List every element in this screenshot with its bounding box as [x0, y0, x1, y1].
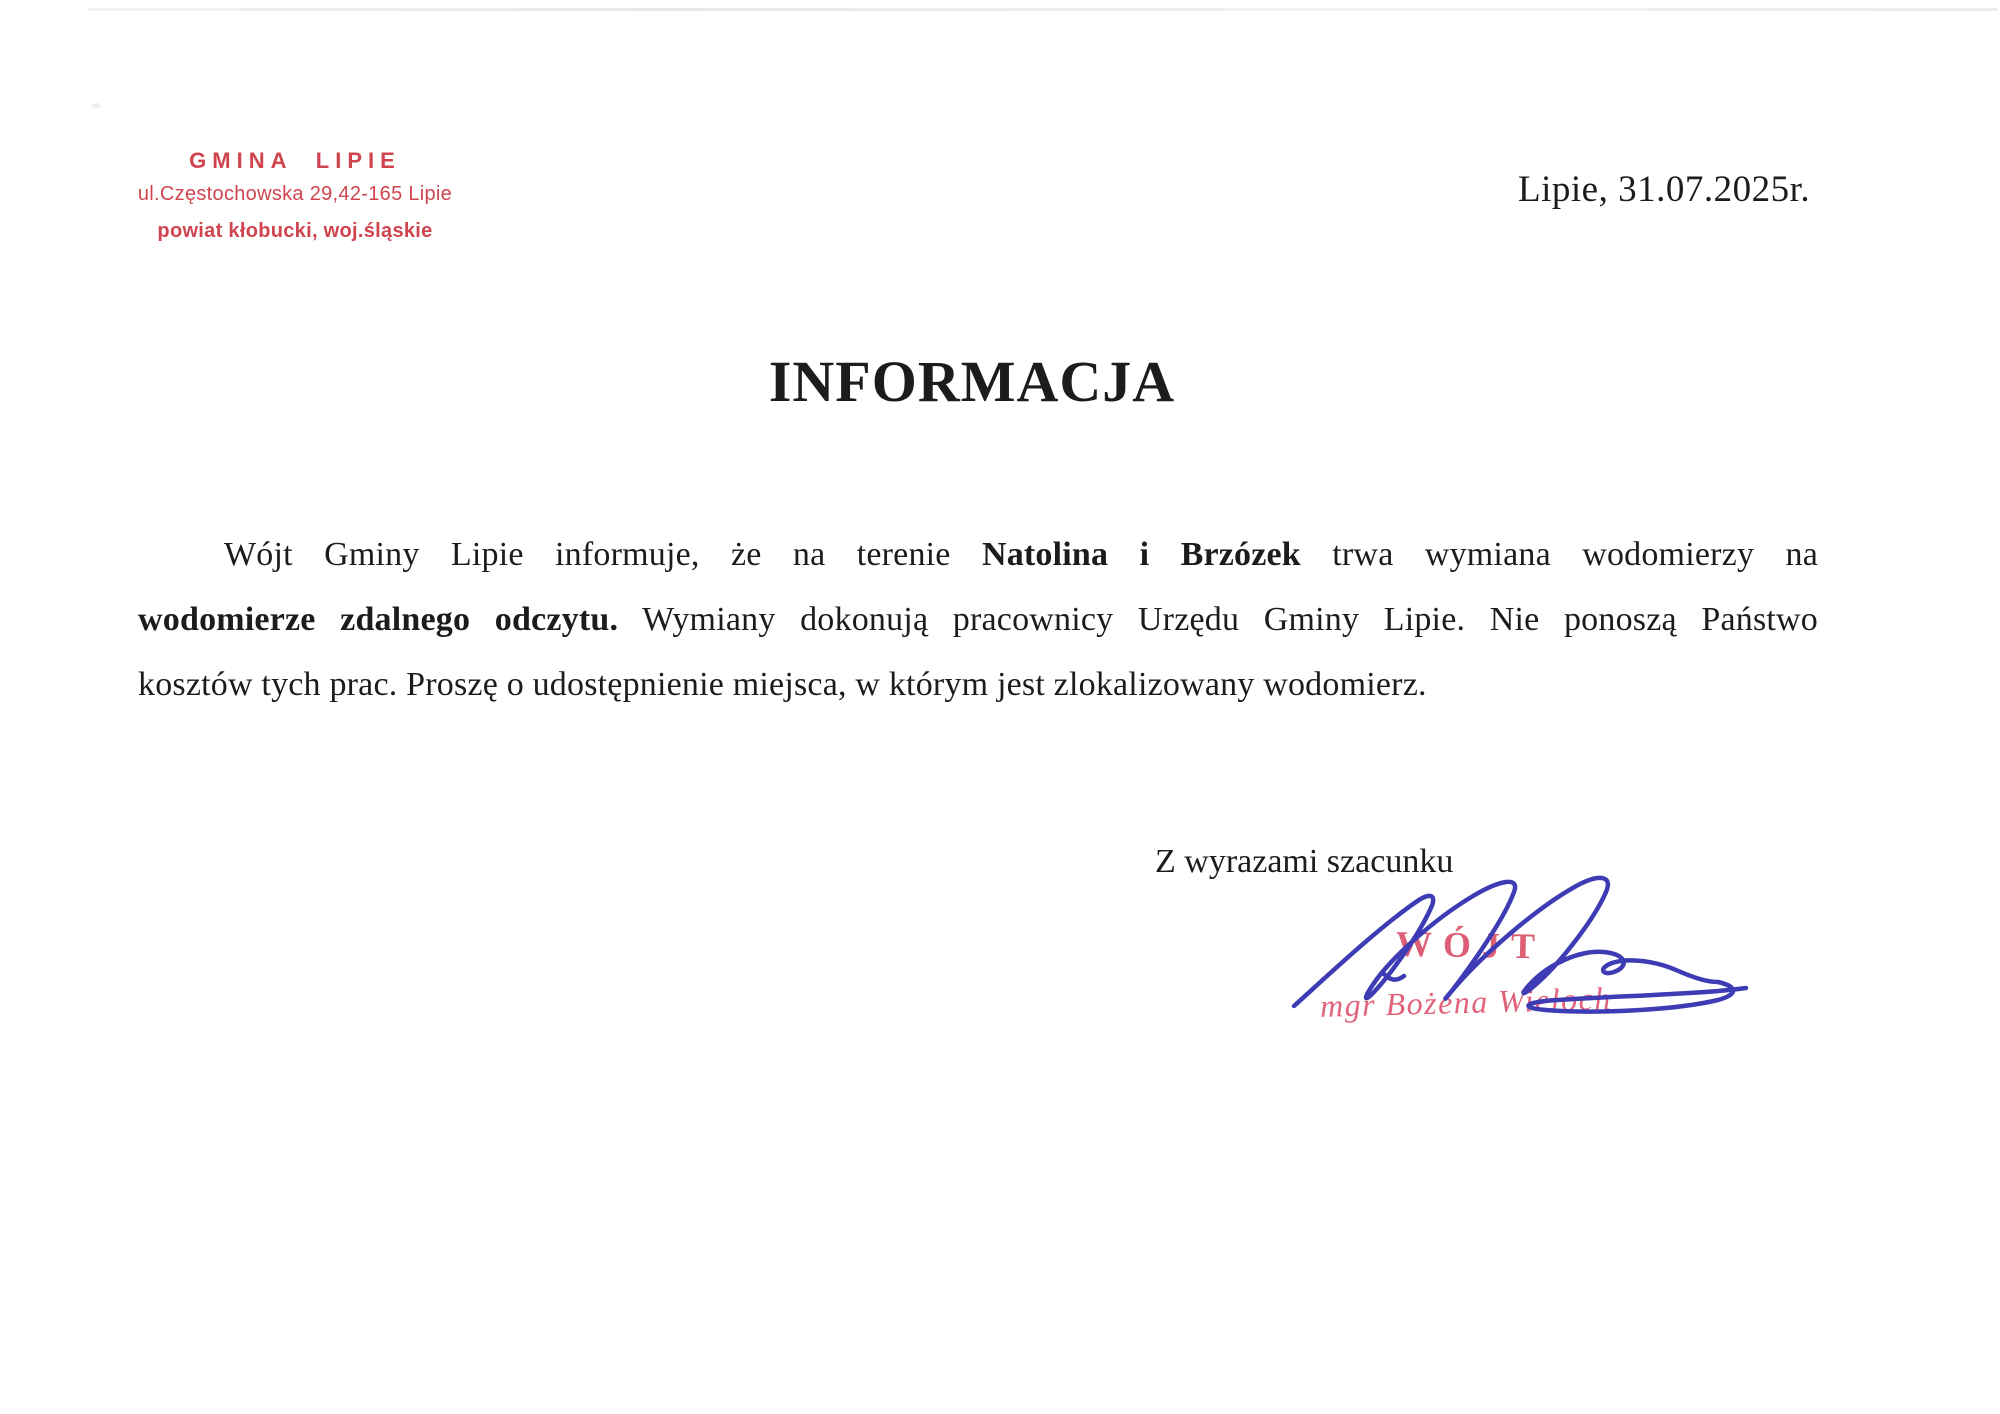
- document-title: INFORMACJA: [768, 349, 1176, 414]
- body-line-1-seg-2-bold: Natolina i Brzózek: [981, 536, 1301, 573]
- body-paragraph: [138, 522, 1818, 717]
- sender-address-stamp: [120, 148, 470, 243]
- sender-stamp-municipality: GMINA LIPIE: [189, 148, 401, 173]
- body-line-1: [138, 522, 1818, 587]
- mayor-role-stamp: WÓJT: [1395, 923, 1547, 967]
- body-line-1-seg-1: Wójt Gminy Lipie informuje, że na terenie: [224, 536, 982, 573]
- signature-block: [1268, 858, 1808, 1058]
- place-and-date: Lipie, 31.07.2025r.: [1518, 169, 1811, 210]
- signature-tick-stroke: [1384, 974, 1404, 980]
- body-line-2-seg-2: Wymiany dokonują pracownicy Urzędu Gminy Lipie. Nie ponoszą Państwo: [618, 601, 1818, 638]
- sender-stamp-district: powiat kłobucki, woj.śląskie: [157, 220, 433, 242]
- closing-phrase: Z wyrazami szacunku: [1155, 843, 1454, 880]
- body-line-2: [138, 587, 1818, 652]
- body-line-1-seg-3: trwa wymiana wodomierzy na: [1300, 536, 1818, 573]
- body-line-2-seg-1-bold: wodomierze zdalnego odczytu.: [138, 601, 619, 638]
- body-line-3: [138, 652, 1818, 717]
- mayor-name-stamp: mgr Bożena Wieloch: [1319, 980, 1613, 1024]
- body-line-3-seg-1: kosztów tych prac. Proszę o udostępnienie miejsca, w którym jest zlokalizowany wodomierz.: [138, 666, 1427, 703]
- scan-artifact-speck: [92, 103, 101, 108]
- sender-stamp-street: ul.Częstochowska 29,42-165 Lipie: [137, 183, 453, 205]
- scan-artifact-line: [88, 8, 1998, 11]
